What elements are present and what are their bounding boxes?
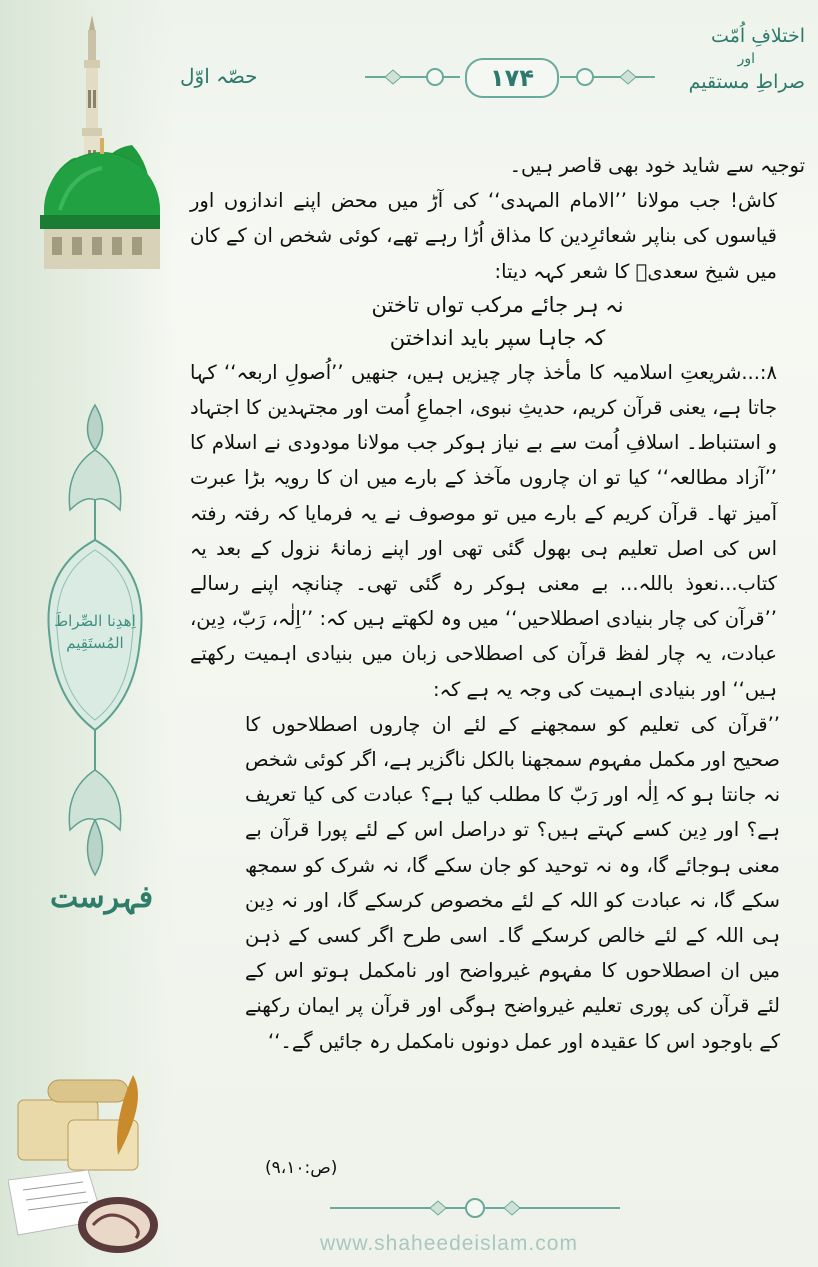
website-url[interactable]: www.shaheedeislam.com <box>320 1232 578 1255</box>
paragraph-point-8: ۸:...شریعتِ اسلامیہ کا مأخذ چار چیزیں ہیں، جنھیں ’’اُصولِ اربعہ‘‘ کہا جاتا ہے، یعنی قرآن کریم، حدیثِ نبوی، اجماعِ اُمت اور مجتہدین کا اجتہاد و استنباط۔ اسلافِ اُمت سے بے نیاز ہوکر جب مولانا مودودی نے اسلام کا ’’آزاد مطالعہ‘‘ کیا تو ان چاروں مآخذ کے بارے میں ان کا رویہ بڑا عبرت آمیز تھا۔ قرآن کریم کے بارے میں تو موصوف نے یہ فرمایا کہ رفتہ رفتہ اس کی اصل تعلیم ہی بھول گئی تھی اور اپنے زمانۂ نزول کے بعد یہ کتاب...نعوذ باللہ... بے معنی ہوکر رہ گئی تھی۔ چنانچہ اپنے رسالے ’’قرآن کی چار بنیادی اصطلاحیں‘‘ میں وہ لکھتے ہیں کہ: ’’اِلٰہ، رَبّ، دِین، عبادت، یہ چار لفظ قرآن کی اصطلاحی زبان میں بنیادی اہمیت رکھتے ہیں‘‘ اور بنیادی اہمیت کی وجہ یہ ہے کہ: <box>190 360 777 701</box>
left-decorative-column <box>0 0 175 1267</box>
index-link[interactable]: فہرست <box>50 880 154 915</box>
paragraph-kash: کاش! جب مولانا ’’الامام المہدی‘‘ کی آڑ میں محض اپنے اندازوں اور قیاسوں کی بناپر شعائرِدین کا مذاق اُڑا رہے تھے، کوئی شخص ان کے کان میں شیخ سعدیؒ کا شعر کہہ دیتا: <box>190 189 777 283</box>
page-number: ۱۷۴ <box>465 58 559 98</box>
scroll-and-quill-image <box>8 1060 158 1260</box>
green-dome-mosque-image <box>30 10 160 290</box>
header-right-ornament <box>560 64 655 90</box>
paragraph-continuation: توجیہ سے شاید خود بھی قاصر ہیں۔ <box>509 154 805 177</box>
book-title-conjunction: اور <box>737 51 755 67</box>
book-title-line1: اختلافِ اُمّت <box>711 25 805 47</box>
verse-line-1: نہ ہر جائے مرکب تواں تاختن <box>371 292 624 317</box>
book-title-line3: صراطِ مستقیم <box>688 71 805 93</box>
quote-reference: (ص:۹،۱۰) <box>265 1158 338 1178</box>
page-body <box>190 148 805 1059</box>
ornament-calligraphy-text: اِھدِنا الصِّراطَ المُستَقِیم <box>54 612 136 652</box>
block-quote: ’’قرآن کی تعلیم کو سمجھنے کے لئے ان چاروں اصطلاحوں کا صحیح اور مکمل مفہوم سمجھنا بالکل ناگزیر ہے، اگر کوئی شخص نہ جانتا ہو کہ اِلٰہ اور رَبّ کا مطلب کیا ہے؟ عبادت کی کیا تعریف ہے؟ اور دِین کسے کہتے ہیں؟ تو دراصل اس کے لئے پورا قرآن بے معنی ہوجائے گا، وہ نہ توحید کو جان سکے گا، نہ شرک کو سمجھ سکے گا، نہ عبادت کو اللہ کے لئے مخصوص کرسکے گا، اور نہ دِین ہی اللہ کے لئے خالص کرسکے گا۔ اسی طرح اگر کسی کے ذہن میں ان اصطلاحوں کا مفہوم غیرواضح اور نامکمل ہوتو اس کے لئے قرآن کی پوری تعلیم غیرواضح ہوگی اور قرآن پر ایمان رکھنے کے باوجود اس کا عقیدہ اور عمل دونوں نامکمل رہ جائیں گے۔‘‘ <box>245 712 780 1053</box>
footer-ornament <box>330 1195 620 1221</box>
page-header <box>175 20 805 120</box>
part-label: حصّہ اوّل <box>180 64 258 88</box>
book-title <box>665 20 805 98</box>
header-left-ornament <box>365 64 460 90</box>
verse-line-2: کہ جاہا سپر باید انداختن <box>389 325 606 350</box>
